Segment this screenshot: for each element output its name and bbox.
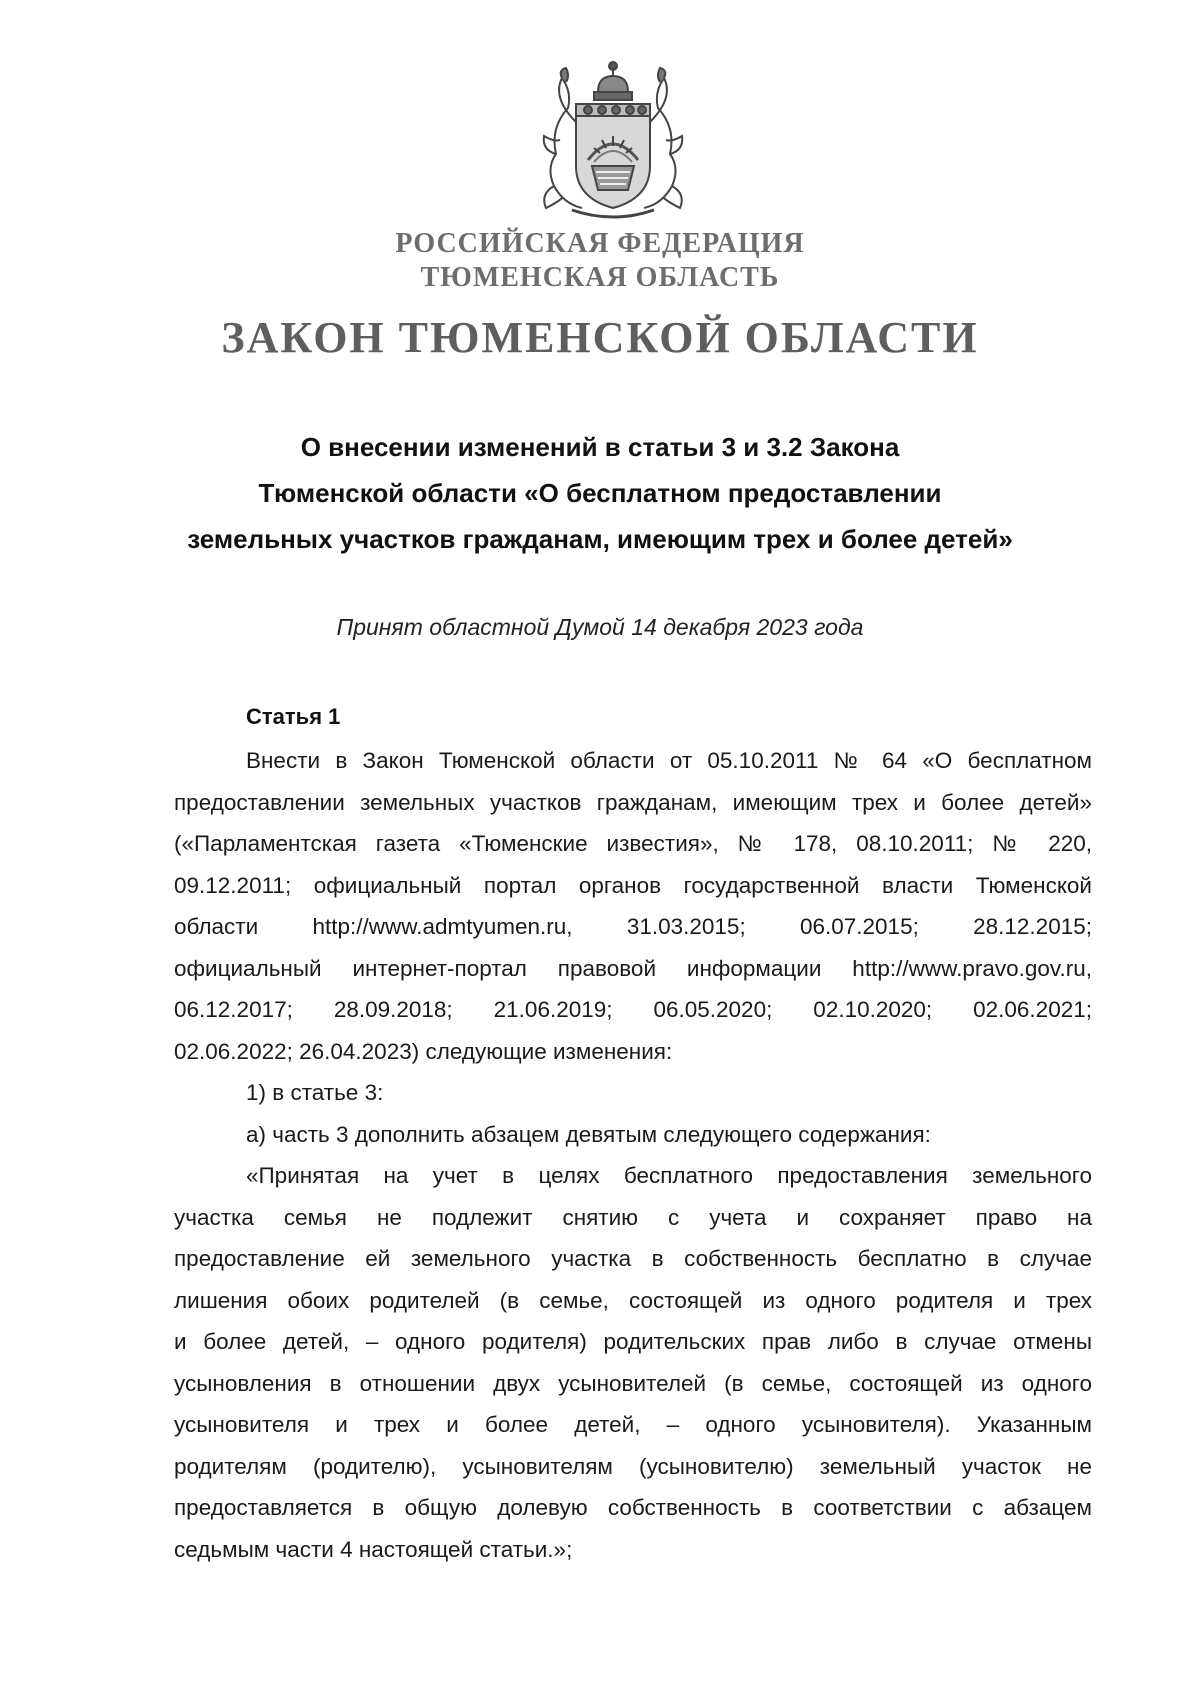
body-line: усыновления в отношении двух усыновителей (в семье, состоящей из одного bbox=[174, 1370, 1092, 1396]
body-line: и более детей, – одного родителя) родительских прав либо в случае отмены bbox=[174, 1329, 1092, 1354]
body-line: официальный интернет-портал правовой информации http://www.pravo.gov.ru, bbox=[174, 955, 1092, 981]
title-line: О внесении изменений в статьи 3 и 3.2 Закона bbox=[300, 432, 900, 462]
country-heading: РОССИЙСКАЯ ФЕДЕРАЦИЯ bbox=[395, 228, 805, 259]
body-line: лишения обоих родителей (в семье, состоящей из одного родителя и трех bbox=[174, 1287, 1092, 1313]
body-line: а) часть 3 дополнить абзацем девятым следующего содержания: bbox=[246, 1121, 931, 1147]
body-line: («Парламентская газета «Тюменские известия», № 178, 08.10.2011; № 220, bbox=[174, 831, 1092, 856]
article-body bbox=[174, 740, 1092, 1570]
body-line: 1) в статье 3: bbox=[246, 1080, 384, 1105]
title-line: земельных участков гражданам, имеющим трех и более детей» bbox=[187, 524, 1013, 554]
body-line: предоставляется в общую долевую собственность в соответствии с абзацем bbox=[174, 1495, 1092, 1520]
body-line: седьмым части 4 настоящей статьи.»; bbox=[174, 1536, 573, 1562]
body-line: предоставление ей земельного участка в собственность бесплатно в случае bbox=[174, 1246, 1092, 1271]
body-line: области http://www.admtyumen.ru, 31.03.2015; 06.07.2015; 28.12.2015; bbox=[174, 914, 1092, 939]
law-title bbox=[150, 424, 1050, 562]
body-line: «Принятая на учет в целях бесплатного предоставления земельного bbox=[246, 1163, 1092, 1188]
body-line: 09.12.2011; официальный портал органов государственной власти Тюменской bbox=[174, 872, 1092, 898]
body-line: участка семья не подлежит снятию с учета и сохраняет право на bbox=[174, 1204, 1092, 1230]
article-heading: Статья 1 bbox=[246, 704, 341, 729]
region-heading: ТЮМЕНСКАЯ ОБЛАСТЬ bbox=[420, 262, 780, 293]
body-line: предоставлении земельных участков гражданам, имеющим трех и более детей» bbox=[174, 789, 1092, 815]
law-type-heading: ЗАКОН ТЮМЕНСКОЙ ОБЛАСТИ bbox=[221, 313, 979, 362]
body-line: усыновителя и трех и более детей, – одного усыновителя). Указанным bbox=[174, 1412, 1092, 1437]
title-line: Тюменской области «О бесплатном предоставлении bbox=[258, 478, 942, 508]
body-line: родителям (родителю), усыновителям (усыновителю) земельный участок не bbox=[174, 1453, 1092, 1479]
body-line: Внести в Закон Тюменской области от 05.10.2011 № 64 «О бесплатном bbox=[246, 748, 1092, 773]
adoption-note: Принят областной Думой 14 декабря 2023 года bbox=[336, 614, 864, 640]
coat-of-arms-icon bbox=[532, 58, 694, 228]
body-line: 06.12.2017; 28.09.2018; 21.06.2019; 06.05.2020; 02.10.2020; 02.06.2021; bbox=[174, 997, 1092, 1022]
body-line: 02.06.2022; 26.04.2023) следующие изменения: bbox=[174, 1038, 673, 1064]
